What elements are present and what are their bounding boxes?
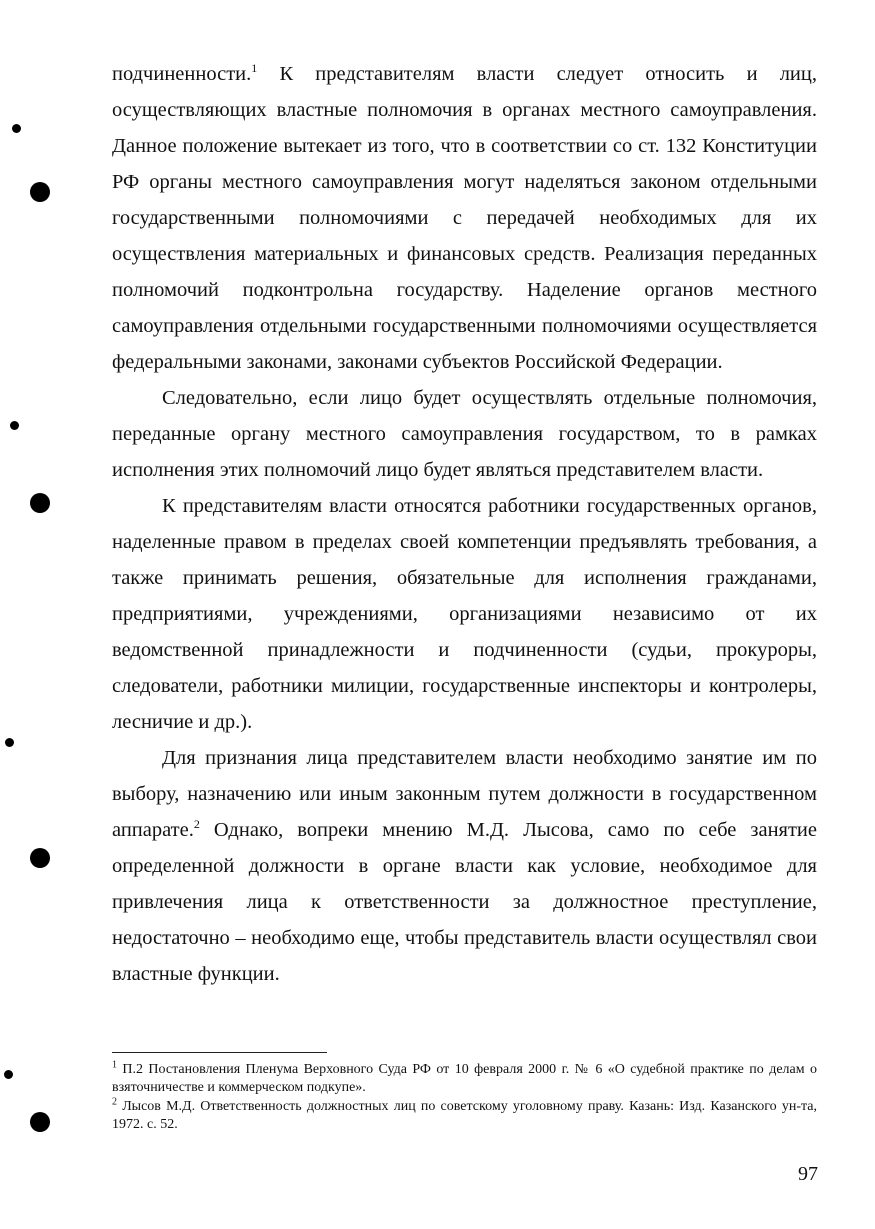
paragraph-4-text-start: Для признания лица представителем власти необходимо занятие им по выбору, назначению или иным законным путем должности в государственном аппарате.: [112, 747, 817, 841]
paragraph-1-text-start: подчиненности.: [112, 63, 252, 85]
binder-hole: [30, 1112, 50, 1132]
footnote-2-mark: 2: [112, 1096, 117, 1108]
paragraph-4: [112, 740, 817, 992]
paragraph-1: [112, 56, 817, 380]
binder-hole: [30, 848, 50, 868]
scan-speck: [4, 1070, 13, 1079]
scan-speck: [12, 124, 21, 133]
page-number: 97: [798, 1163, 818, 1185]
binder-hole: [30, 493, 50, 513]
scan-speck: [5, 738, 14, 747]
footnote-ref-2: 2: [193, 817, 200, 832]
scan-speck: [10, 421, 19, 430]
footnote-ref-1: 1: [251, 61, 258, 76]
footnote-separator: [112, 1052, 327, 1053]
footnote-1: [112, 1061, 817, 1097]
main-text: [112, 56, 817, 992]
footnote-1-mark: 1: [112, 1059, 117, 1071]
binder-hole: [30, 182, 50, 202]
footnotes: [112, 1061, 817, 1135]
paragraph-4-text-end: Однако, вопреки мнению М.Д. Лысова, само по себе занятие определенной должности в органе власти как условие, необходимое для привлечения лица к ответственности за должностное преступление, недостаточно – необходимо еще, чтобы представитель власти осуществлял свои властные функции.: [112, 819, 817, 985]
footnote-2: [112, 1098, 817, 1134]
paragraph-2: Следовательно, если лицо будет осуществлять отдельные полномочия, переданные органу местного самоуправления государством, то в рамках исполнения этих полномочий лицо будет являться представителем власти.: [112, 387, 817, 481]
paragraph-1-text-end: К представителям власти следует относить и лиц, осуществляющих властные полномочия в органах местного самоуправления. Данное положение вытекает из того, что в соответствии со ст. 132 Конституции РФ органы местного самоуправления могут наделяться законом отдельными государственными полномочиями с передачей необходимых для их осуществления материальных и финансовых средств. Реализация переданных полномочий подконтрольна государству. Наделение органов местного самоуправления отдельными государственными полномочиями осуществляется федеральными законами, законами субъектов Российской Федерации.: [112, 63, 817, 373]
paragraph-3: К представителям власти относятся работники государственных органов, наделенные правом в пределах своей компетенции предъявлять требования, а также принимать решения, обязательные для исполнения гражданами, предприятиями, учреждениями, организациями независимо от их ведомственной принадлежности и подчиненности (судьи, прокуроры, следователи, работники милиции, государственные инспекторы и контролеры, лесничие и др.).: [112, 495, 817, 733]
footnote-2-text: Лысов М.Д. Ответственность должностных лиц по советскому уголовному праву. Казань: Изд. Казанского ун-та, 1972. с. 52.: [112, 1099, 817, 1132]
footnote-1-text: П.2 Постановления Пленума Верховного Суда РФ от 10 февраля 2000 г. № 6 «О судебной практике по делам о взяточничестве и коммерческом подкупе».: [112, 1062, 817, 1095]
